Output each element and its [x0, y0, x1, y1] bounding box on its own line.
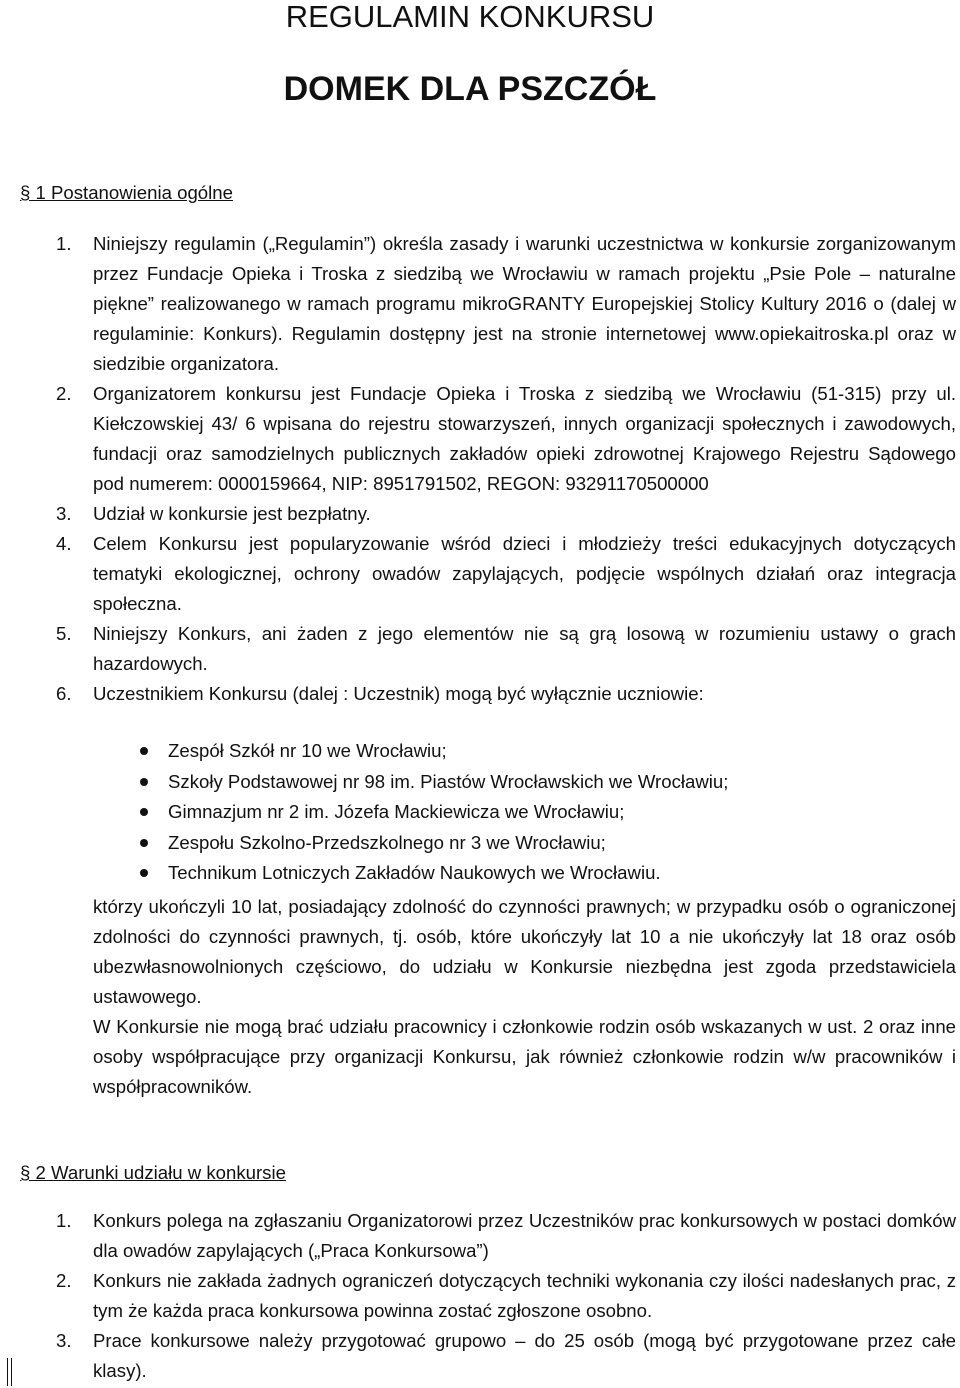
list-item-number: 4. — [56, 533, 72, 554]
list-item — [56, 529, 956, 619]
list-item-number: 3. — [56, 503, 72, 524]
list-item-text: Celem Konkursu jest popularyzowanie wśród dzieci i młodzieży treści edukacyjnych dotyczących tematyki ekologicznej, ochrony owadów zapylających, podjęcie wspólnych działań oraz integracja społeczna. — [93, 533, 956, 614]
school-item: Zespół Szkół nr 10 we Wrocławiu; — [152, 736, 932, 767]
list-item-text: Niniejszy Konkurs, ani żaden z jego elementów nie są grą losową w rozumieniu ustawy o grach hazardowych. — [93, 623, 956, 674]
list-item-number: 1. — [56, 1210, 72, 1231]
school-item: Technikum Lotniczych Zakładów Naukowych we Wrocławiu. — [152, 858, 932, 889]
section-2-list — [56, 1206, 956, 1386]
list-item — [56, 499, 956, 529]
section-1-heading: § 1 Postanowienia ogólne — [20, 182, 233, 203]
list-item — [56, 1206, 956, 1266]
schools-list — [152, 736, 932, 889]
exclusion-text: W Konkursie nie mogą brać udziału pracownicy i członkowie rodzin osób wskazanych w ust. 2 oraz inne osoby współpracujące przy organizacji Konkursu, jak również członkowie rodzin w/w pracowników i współpracowników. — [93, 1016, 956, 1097]
school-item: Zespołu Szkolno-Przedszkolnego nr 3 we Wrocławiu; — [152, 828, 932, 859]
list-item — [56, 619, 956, 679]
margin-change-bar — [7, 1358, 8, 1386]
document-subtitle: DOMEK DLA PSZCZÓŁ — [283, 70, 657, 108]
list-item — [56, 229, 956, 379]
margin-change-bar — [11, 1358, 12, 1386]
section-2-heading: § 2 Warunki udziału w konkursie — [20, 1162, 286, 1183]
list-item — [56, 1266, 956, 1326]
list-item-text: Konkurs nie zakłada żadnych ograniczeń dotyczących techniki wykonania czy ilości nadesłanych prac, z tym że każda praca konkursowa powinna zostać zgłoszone osobno. — [93, 1270, 956, 1321]
list-item-text: Prace konkursowe należy przygotować grupowo – do 25 osób (mogą być przygotowane przez całe klasy). — [93, 1330, 956, 1381]
list-item-number: 1. — [56, 233, 72, 254]
list-item-text: Konkurs polega na zgłaszaniu Organizatorowi przez Uczestników prac konkursowych w postaci domków dla owadów zapylających („Praca Konkursowa”) — [93, 1210, 956, 1261]
list-item-number: 5. — [56, 623, 72, 644]
list-item-number: 2. — [56, 383, 72, 404]
school-item: Gimnazjum nr 2 im. Józefa Mackiewicza we Wrocławiu; — [152, 797, 932, 828]
list-item-number: 3. — [56, 1330, 72, 1351]
list-item-text: Udział w konkursie jest bezpłatny. — [93, 503, 371, 524]
list-item — [56, 379, 956, 499]
eligibility-paragraph — [93, 892, 956, 1102]
document-title: REGULAMIN KONKURSU — [285, 0, 655, 34]
list-item — [56, 1326, 956, 1386]
list-item-text: Organizatorem konkursu jest Fundacje Opieka i Troska z siedzibą we Wrocławiu (51-315) przy ul. Kiełczowskiej 43/ 6 wpisana do rejestru stowarzyszeń, innych organizacji społecznych i zawodowych, fundacji oraz samodzielnych publicznych zakładów opieki zdrowotnej Krajowego Rejestru Sądowego pod numerem: 0000159664, NIP: 8951791502, REGON: 93291170500000 — [93, 383, 956, 494]
section-1-list — [56, 229, 956, 709]
list-item-text: Niniejszy regulamin („Regulamin”) określa zasady i warunki uczestnictwa w konkursie zorganizowanym przez Fundacje Opieka i Troska z siedzibą we Wrocławiu w ramach projektu „Psie Pole – naturalne piękne” realizowanego w ramach programu mikroGRANTY Europejskiej Stolicy Kultury 2016 o (dalej w regulaminie: Konkurs). Regulamin dostępny jest na stronie internetowej www.opiekaitroska.pl oraz w siedzibie organizatora. — [93, 233, 956, 374]
list-item-number: 2. — [56, 1270, 72, 1291]
eligibility-text: którzy ukończyli 10 lat, posiadający zdolność do czynności prawnych; w przypadku osób o ograniczonej zdolności do czynności prawnych, tj. osób, które ukończyły lat 10 a nie ukończyły lat 18 oraz osób ubezwłasnowolnionych częściowo, do udziału w Konkursie niezbędna jest zgoda przedstawiciela ustawowego. — [93, 896, 956, 1007]
list-item-number: 6. — [56, 683, 72, 704]
list-item — [56, 679, 956, 709]
school-item: Szkoły Podstawowej nr 98 im. Piastów Wrocławskich we Wrocławiu; — [152, 767, 932, 798]
list-item-text: Uczestnikiem Konkursu (dalej : Uczestnik) mogą być wyłącznie uczniowie: — [93, 683, 704, 704]
